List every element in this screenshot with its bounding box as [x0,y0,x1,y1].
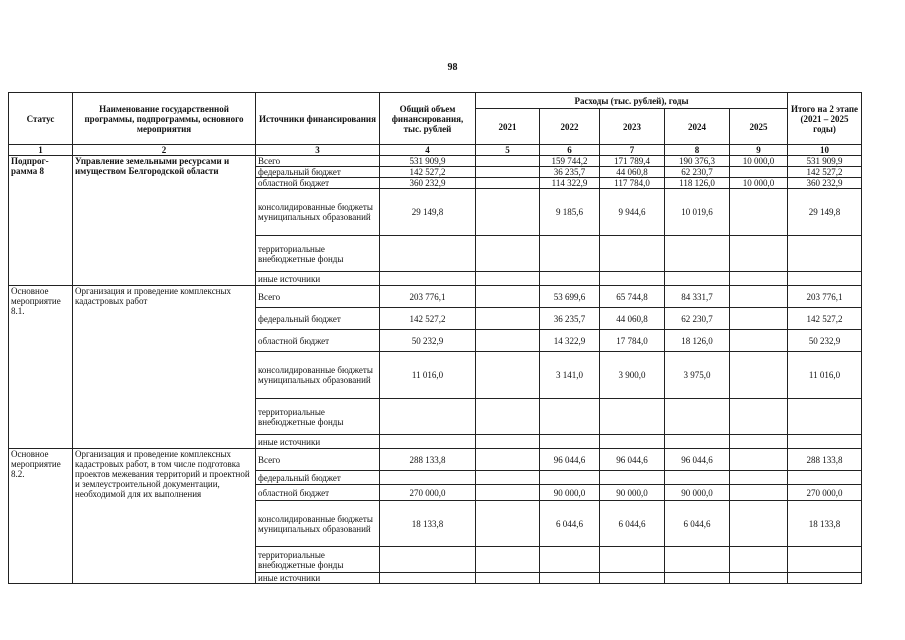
value-cell-stage: 203 776,1 [788,286,862,308]
value-cell-total [380,435,476,449]
value-cell-total [380,399,476,435]
value-cell-stage [788,399,862,435]
financing-table [8,92,862,584]
value-cell-y2024 [665,272,730,286]
value-cell-y2025 [730,308,788,330]
value-cell-y2024 [665,236,730,272]
header-name: Наименование государственной программы, подпрограммы, основного мероприятия [73,93,256,145]
value-cell-stage: 18 133,8 [788,501,862,547]
source-cell: областной бюджет [256,330,380,352]
value-cell-stage [788,471,862,485]
value-cell-y2022 [540,399,600,435]
value-cell-stage [788,547,862,573]
source-cell: федеральный бюджет [256,308,380,330]
value-cell-y2022: 96 044,6 [540,449,600,471]
value-cell-y2021 [476,178,540,189]
value-cell-y2025 [730,399,788,435]
column-number: 4 [380,145,476,156]
value-cell-y2022: 90 000,0 [540,485,600,501]
program-name-cell: Организация и проведение комплексных кадастровых работ [73,286,256,449]
value-cell-y2022 [540,573,600,584]
table-row [9,449,862,471]
value-cell-y2021 [476,485,540,501]
value-cell-y2021 [476,352,540,399]
value-cell-y2021 [476,189,540,236]
column-number-row [9,145,862,156]
value-cell-y2023 [600,236,665,272]
header-stage-total: Итого на 2 этапе (2021 – 2025 годы) [788,93,862,145]
value-cell-y2021 [476,501,540,547]
value-cell-y2025 [730,352,788,399]
value-cell-y2023: 44 060,8 [600,308,665,330]
value-cell-y2022: 9 185,6 [540,189,600,236]
value-cell-y2024: 90 000,0 [665,485,730,501]
value-cell-y2021 [476,156,540,167]
value-cell-y2021 [476,272,540,286]
value-cell-y2024 [665,471,730,485]
value-cell-y2021 [476,308,540,330]
value-cell-y2023: 90 000,0 [600,485,665,501]
value-cell-y2022: 3 141,0 [540,352,600,399]
header-total: Общий объем финансирования, тыс. рублей [380,93,476,145]
value-cell-y2024: 6 044,6 [665,501,730,547]
program-name-cell: Управление земельными ресурсами и имуществом Белгородской области [73,156,256,286]
column-number: 5 [476,145,540,156]
value-cell-stage: 270 000,0 [788,485,862,501]
value-cell-y2022: 36 235,7 [540,308,600,330]
value-cell-y2024 [665,399,730,435]
value-cell-y2025 [730,547,788,573]
source-cell: территориальные внебюджетные фонды [256,399,380,435]
value-cell-y2025: 10 000,0 [730,156,788,167]
value-cell-y2022: 53 699,6 [540,286,600,308]
table-row [9,286,862,308]
status-cell: Основное мероприятие 8.2. [9,449,73,584]
value-cell-y2024: 18 126,0 [665,330,730,352]
value-cell-stage [788,435,862,449]
value-cell-y2023: 96 044,6 [600,449,665,471]
value-cell-total: 203 776,1 [380,286,476,308]
column-number: 2 [73,145,256,156]
value-cell-total [380,236,476,272]
value-cell-y2025 [730,573,788,584]
value-cell-stage: 11 016,0 [788,352,862,399]
value-cell-total: 270 000,0 [380,485,476,501]
value-cell-y2022: 159 744,2 [540,156,600,167]
value-cell-y2023 [600,435,665,449]
value-cell-y2023 [600,399,665,435]
value-cell-total: 288 133,8 [380,449,476,471]
value-cell-y2023 [600,573,665,584]
value-cell-y2022 [540,471,600,485]
column-number: 9 [730,145,788,156]
value-cell-y2021 [476,547,540,573]
value-cell-y2022: 6 044,6 [540,501,600,547]
header-expenses-group: Расходы (тыс. рублей), годы [476,93,788,109]
value-cell-y2021 [476,286,540,308]
value-cell-y2021 [476,471,540,485]
header-year-2021: 2021 [476,109,540,145]
value-cell-y2022 [540,272,600,286]
value-cell-y2024 [665,547,730,573]
value-cell-y2023: 171 789,4 [600,156,665,167]
value-cell-stage: 50 232,9 [788,330,862,352]
value-cell-y2025 [730,471,788,485]
value-cell-y2021 [476,330,540,352]
value-cell-y2023: 17 784,0 [600,330,665,352]
page-number: 98 [447,62,458,73]
value-cell-y2022: 36 235,7 [540,167,600,178]
value-cell-stage: 29 149,8 [788,189,862,236]
header-sources: Источники финансирования [256,93,380,145]
value-cell-y2023: 6 044,6 [600,501,665,547]
value-cell-y2025: 10 000,0 [730,178,788,189]
source-cell: Всего [256,449,380,471]
program-name-cell: Организация и проведение комплексных кадастровых работ, в том числе подготовка проектов межевания территорий и проектной и землеустроительной документации, необходимой для их выполнения [73,449,256,584]
value-cell-y2023: 9 944,6 [600,189,665,236]
value-cell-y2021 [476,167,540,178]
value-cell-y2022 [540,547,600,573]
value-cell-y2021 [476,236,540,272]
value-cell-y2025 [730,435,788,449]
status-cell: Подпрог-рамма 8 [9,156,73,286]
value-cell-total: 360 232,9 [380,178,476,189]
value-cell-total: 11 016,0 [380,352,476,399]
value-cell-y2024: 118 126,0 [665,178,730,189]
value-cell-y2022 [540,435,600,449]
value-cell-stage [788,272,862,286]
source-cell: Всего [256,286,380,308]
column-number: 6 [540,145,600,156]
source-cell: иные источники [256,435,380,449]
value-cell-y2024: 84 331,7 [665,286,730,308]
value-cell-total [380,471,476,485]
value-cell-y2023: 44 060,8 [600,167,665,178]
source-cell: консолидированные бюджеты муниципальных образований [256,189,380,236]
source-cell: консолидированные бюджеты муниципальных образований [256,352,380,399]
value-cell-y2025 [730,167,788,178]
value-cell-y2023 [600,272,665,286]
value-cell-y2025 [730,286,788,308]
table-row [9,156,862,167]
value-cell-y2025 [730,449,788,471]
value-cell-y2023: 3 900,0 [600,352,665,399]
value-cell-total [380,573,476,584]
value-cell-total [380,272,476,286]
value-cell-y2025 [730,330,788,352]
value-cell-y2023: 117 784,0 [600,178,665,189]
value-cell-y2024: 62 230,7 [665,167,730,178]
value-cell-y2025 [730,501,788,547]
source-cell: территориальные внебюджетные фонды [256,236,380,272]
value-cell-y2021 [476,435,540,449]
source-cell: консолидированные бюджеты муниципальных образований [256,501,380,547]
value-cell-total: 142 527,2 [380,308,476,330]
source-cell: областной бюджет [256,485,380,501]
value-cell-stage [788,573,862,584]
value-cell-y2024 [665,573,730,584]
value-cell-y2025 [730,189,788,236]
value-cell-y2025 [730,272,788,286]
value-cell-total [380,547,476,573]
value-cell-stage: 531 909,9 [788,156,862,167]
source-cell: Всего [256,156,380,167]
value-cell-y2024: 96 044,6 [665,449,730,471]
header-status: Статус [9,93,73,145]
value-cell-stage [788,236,862,272]
value-cell-stage: 360 232,9 [788,178,862,189]
source-cell: территориальные внебюджетные фонды [256,547,380,573]
header-year-2022: 2022 [540,109,600,145]
value-cell-total: 50 232,9 [380,330,476,352]
source-cell: федеральный бюджет [256,167,380,178]
column-number: 7 [600,145,665,156]
value-cell-total: 531 909,9 [380,156,476,167]
header-year-2025: 2025 [730,109,788,145]
value-cell-y2021 [476,573,540,584]
value-cell-y2022: 14 322,9 [540,330,600,352]
value-cell-total: 142 527,2 [380,167,476,178]
column-number: 8 [665,145,730,156]
value-cell-y2025 [730,236,788,272]
value-cell-y2021 [476,399,540,435]
value-cell-y2023 [600,471,665,485]
value-cell-y2021 [476,449,540,471]
value-cell-stage: 288 133,8 [788,449,862,471]
value-cell-y2024: 62 230,7 [665,308,730,330]
value-cell-y2024: 3 975,0 [665,352,730,399]
value-cell-y2023: 65 744,8 [600,286,665,308]
value-cell-total: 18 133,8 [380,501,476,547]
value-cell-stage: 142 527,2 [788,308,862,330]
column-number: 1 [9,145,73,156]
source-cell: иные источники [256,272,380,286]
source-cell: федеральный бюджет [256,471,380,485]
value-cell-y2023 [600,547,665,573]
value-cell-y2022: 114 322,9 [540,178,600,189]
value-cell-y2024: 190 376,3 [665,156,730,167]
source-cell: областной бюджет [256,178,380,189]
status-cell: Основное мероприятие 8.1. [9,286,73,449]
value-cell-y2025 [730,485,788,501]
value-cell-y2022 [540,236,600,272]
column-number: 3 [256,145,380,156]
value-cell-stage: 142 527,2 [788,167,862,178]
value-cell-total: 29 149,8 [380,189,476,236]
value-cell-y2024: 10 019,6 [665,189,730,236]
column-number: 10 [788,145,862,156]
source-cell: иные источники [256,573,380,584]
header-year-2024: 2024 [665,109,730,145]
header-year-2023: 2023 [600,109,665,145]
value-cell-y2024 [665,435,730,449]
